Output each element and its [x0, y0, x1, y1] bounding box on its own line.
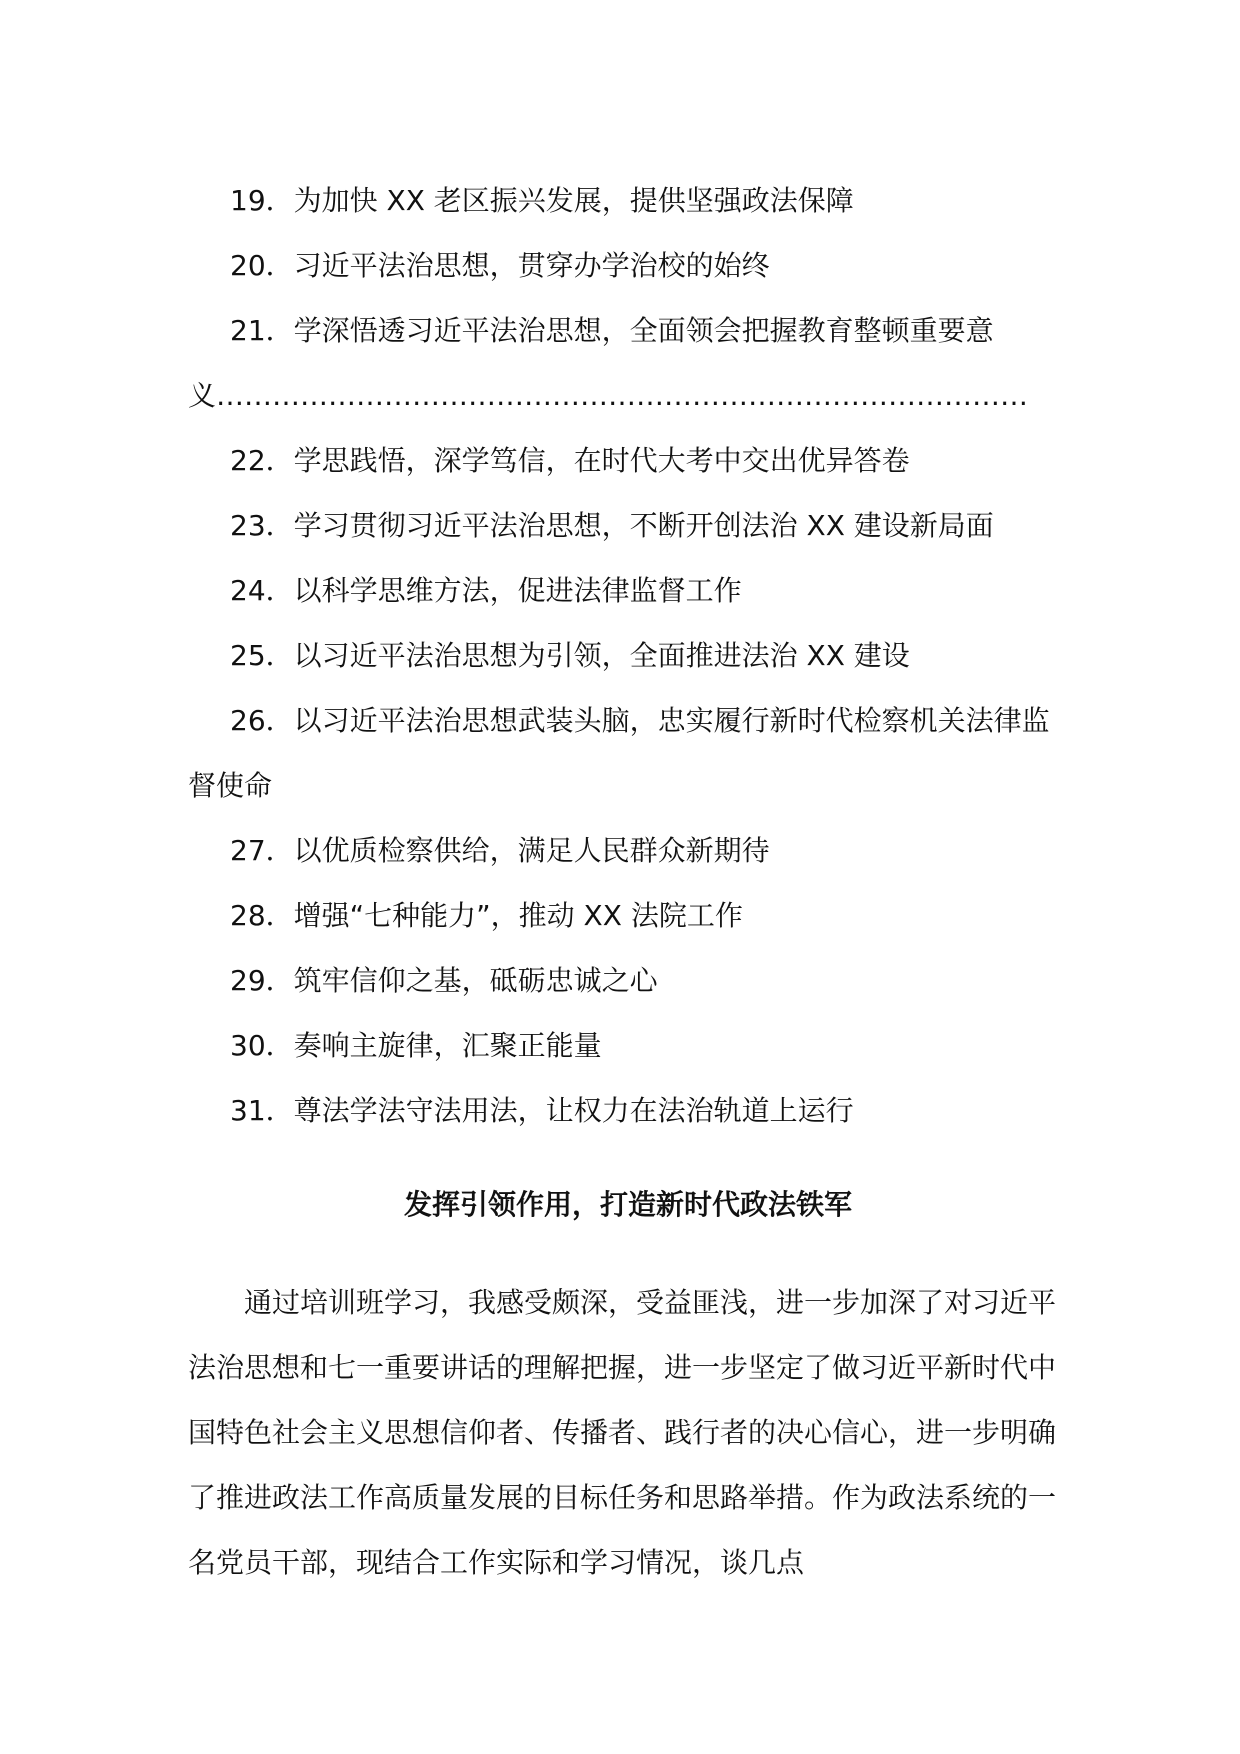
toc-number: 31． [230, 1094, 294, 1127]
toc-item-19 [188, 168, 1068, 233]
toc-number: 26． [230, 704, 294, 737]
toc-number: 21． [230, 314, 294, 347]
toc-number: 30． [230, 1029, 294, 1062]
toc-item-29 [188, 948, 1068, 1013]
toc-number: 22． [230, 444, 294, 477]
toc-item-23 [188, 493, 1068, 558]
section-title: 发挥引领作用，打造新时代政法铁军 [403, 1188, 852, 1221]
toc-text: 筑牢信仰之基，砥砺忠诚之心 [293, 964, 658, 997]
toc-item-31 [188, 1078, 1068, 1143]
toc-item-24 [188, 558, 1068, 623]
toc-item-22 [188, 428, 1068, 493]
toc-item-25 [188, 623, 1068, 688]
toc-text: 尊法学法守法用法，让权力在法治轨道上运行 [293, 1094, 854, 1127]
toc-text: 学思践悟，深学笃信，在时代大考中交出优异答卷 [293, 444, 910, 477]
toc-number: 28． [230, 899, 294, 932]
toc-item-21 [188, 298, 1068, 428]
toc-number: 20． [230, 249, 294, 282]
toc-text: 增强“七种能力”，推动 XX 法院工作 [293, 899, 743, 932]
toc-item-30 [188, 1013, 1068, 1078]
toc-text: 以优质检察供给，满足人民群众新期待 [293, 834, 770, 867]
toc-text: 以习近平法治思想武装头脑，忠实履行新时代检察机关法律监督使命 [188, 704, 1050, 802]
toc-number: 24． [230, 574, 294, 607]
toc-list [188, 168, 1068, 1143]
toc-text: 习近平法治思想，贯穿办学治校的始终 [293, 249, 770, 282]
toc-leader-dots: …………………………………………………………………………… [216, 379, 1029, 412]
toc-item-27 [188, 818, 1068, 883]
toc-text: 奏响主旋律，汇聚正能量 [293, 1029, 602, 1062]
toc-text: 以习近平法治思想为引领，全面推进法治 XX 建设 [293, 639, 910, 672]
toc-item-20 [188, 233, 1068, 298]
toc-number: 23． [230, 509, 294, 542]
toc-text: 为加快 XX 老区振兴发展，提供坚强政法保障 [293, 184, 854, 217]
toc-item-26 [188, 688, 1068, 818]
toc-number: 25． [230, 639, 294, 672]
body-paragraph: 通过培训班学习，我感受颇深，受益匪浅，进一步加深了对习近平法治思想和七一重要讲话的理解把握，进一步坚定了做习近平新时代中国特色社会主义思想信仰者、传播者、践行者的决心信心，进一步明确了推进政法工作高质量发展的目标任务和思路举措。作为政法系统的一名党员干部，现结合工作实际和学习情况，谈几点 [188, 1286, 1057, 1579]
toc-text: 学深悟透习近平法治思想，全面领会把握教育整顿重要意义 [188, 314, 994, 412]
toc-number: 29． [230, 964, 294, 997]
toc-text: 以科学思维方法，促进法律监督工作 [293, 574, 742, 607]
toc-item-28 [188, 883, 1068, 948]
toc-text: 学习贯彻习近平法治思想，不断开创法治 XX 建设新局面 [293, 509, 994, 542]
toc-number: 27． [230, 834, 294, 867]
toc-number: 19． [230, 184, 294, 217]
